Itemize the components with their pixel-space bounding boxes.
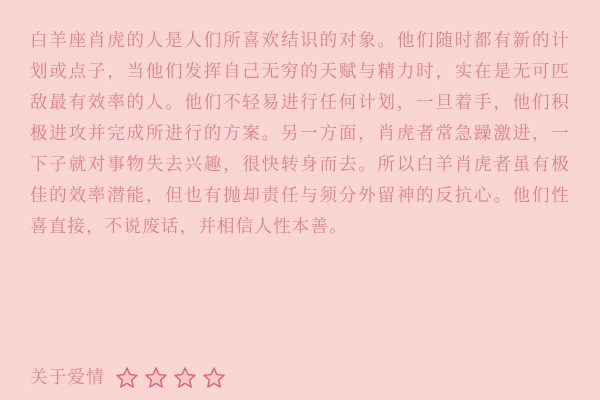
star-icon: [173, 366, 197, 390]
love-section-title: 关于爱情: [30, 368, 105, 388]
star-icon: [115, 366, 139, 390]
horoscope-paragraph: 白羊座肖虎的人是人们所喜欢结识的对象。他们随时都有新的计划或点子，当他们发挥自己无穷的天赋与精力时，实在是无可匹敌最有效率的人。他们不轻易进行任何计划，一旦着手，他们积极进攻并完成所进行的方案。另一方面，肖虎者常急躁激进，一下子就对事物失去兴趣，很快转身而去。所以白羊肖虎者虽有极佳的效率潜能，但也有抛却责任与须分外留神的反抗心。他们性喜直接，不说废话，并相信人性本善。: [30, 31, 570, 237]
love-section-row: [30, 364, 226, 392]
star-icon: [202, 366, 226, 390]
rating-stars: [115, 366, 226, 390]
star-icon: [144, 366, 168, 390]
